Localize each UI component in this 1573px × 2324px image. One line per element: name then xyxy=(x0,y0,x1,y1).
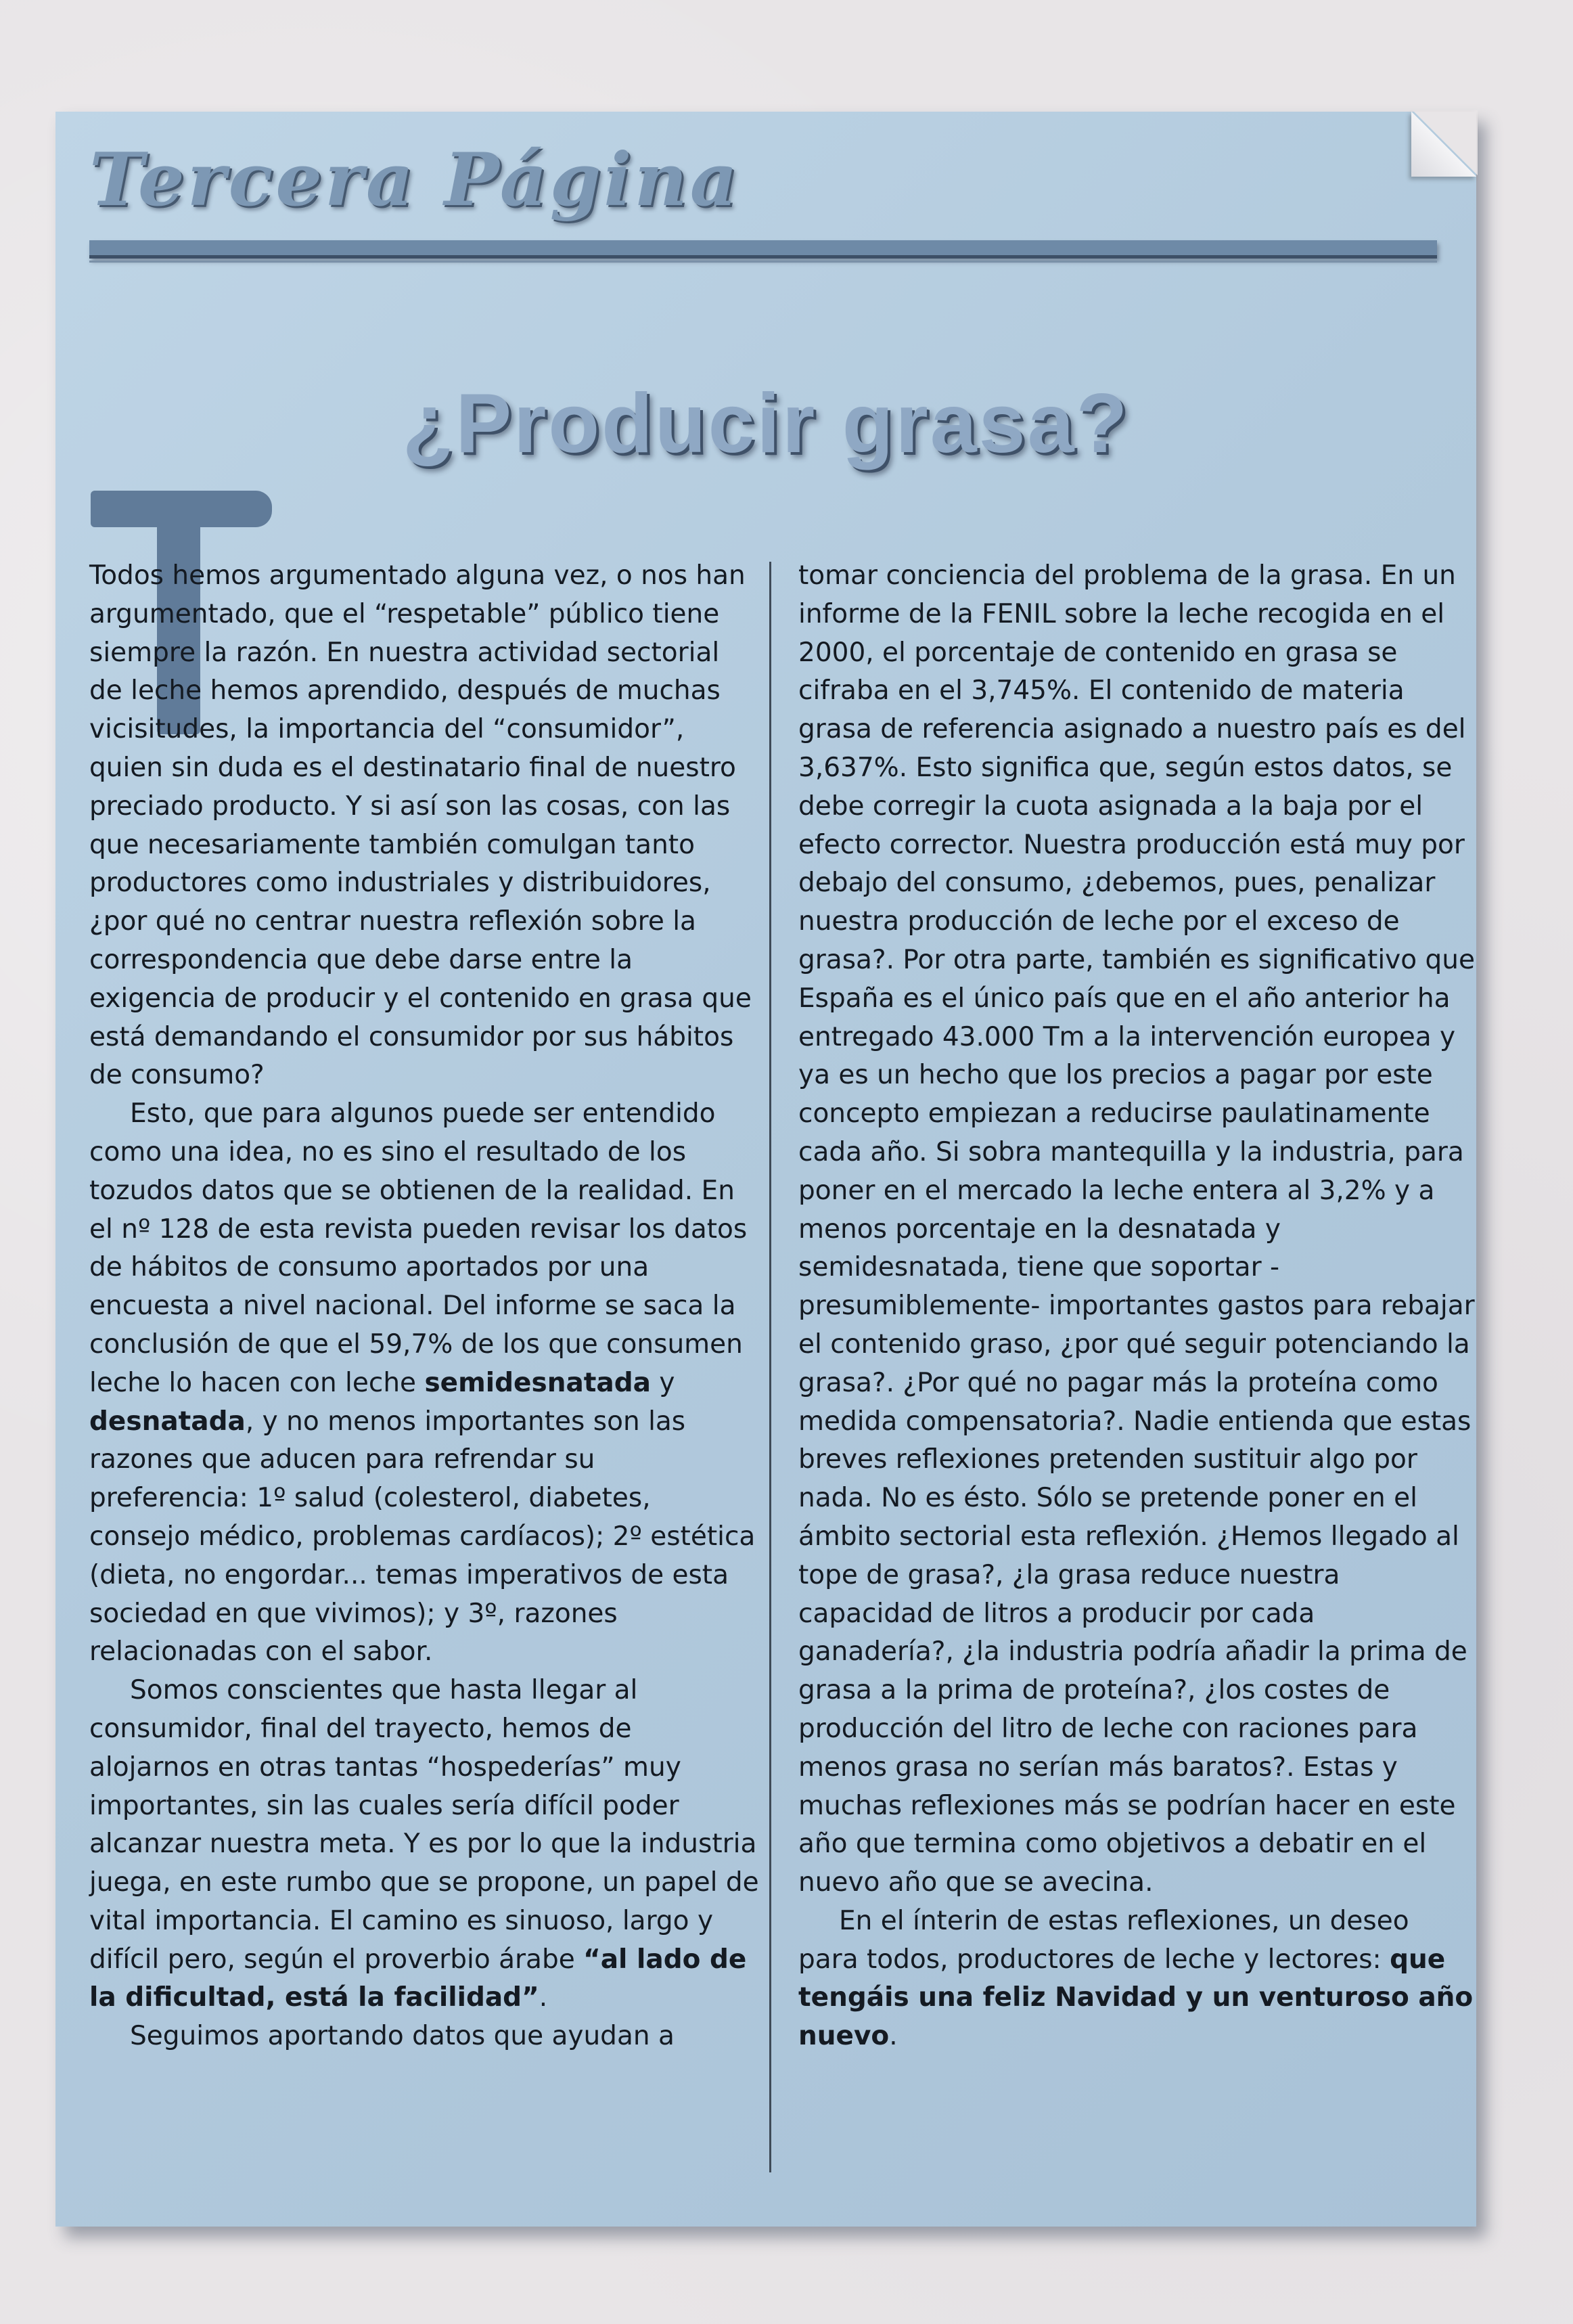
bold-text-run: desnatada xyxy=(89,1406,246,1437)
bold-text-run: “al lado de la dificultad, está la facilidad” xyxy=(89,1944,747,2013)
magazine-page xyxy=(55,112,1476,2227)
article-paragraph xyxy=(89,557,759,1095)
article-headline: ¿Producir grasa? xyxy=(402,377,1130,470)
article-paragraph xyxy=(798,557,1475,1902)
text-run: , y no menos importantes son las razones que aducen para refrendar su preferencia: 1º salud (colesterol, diabetes, consejo médico, problemas cardíacos); 2º estética (dieta, no engordar... temas imperativos de esta sociedad en que vivimos); y 3º, razones relacionadas con el sabor. xyxy=(89,1406,756,1668)
article-paragraph xyxy=(89,2017,759,2056)
text-run: . xyxy=(889,2021,898,2052)
text-run: Seguimos aportando datos que ayudan a xyxy=(130,2021,675,2052)
bold-text-run: que tengáis una feliz Navidad y un venturoso año nuevo xyxy=(798,1944,1474,2052)
section-rule xyxy=(89,240,1437,259)
text-run: Esto, que para algunos puede ser entendido como una idea, no es sino el resultado de los tozudos datos que se obtienen de la realidad. En el nº 128 de esta revista pueden revisar los datos de hábitos de consumo aportados por una encuesta a nivel nacional. Del informe se saca la conclusión de que el 59,7% de los que consumen leche lo hacen con leche xyxy=(89,1098,748,1398)
text-run: . xyxy=(539,1982,548,2013)
folded-corner xyxy=(1411,112,1476,177)
article-column-right xyxy=(798,557,1475,2056)
article-paragraph xyxy=(89,1095,759,1672)
text-run: Todos hemos argumentado alguna vez, o nos han argumentado, que el “respetable” público tiene siempre la razón. En nuestra actividad sectorial de leche hemos aprendido, después de muchas vicisitudes, la importancia del “consumidor”, quien sin duda es el destinatario final de nuestro preciado producto. Y si así son las cosas, con las que necesariamente también comulgan tanto productores como industriales y distribuidores, ¿por qué no centrar nuestra reflexión sobre la correspondencia que debe darse entre la exigencia de producir y el contenido en grasa que está demandando el consumidor por sus hábitos de consumo? xyxy=(89,560,752,1091)
column-divider xyxy=(769,562,771,2172)
bold-text-run: semidesnatada xyxy=(424,1367,651,1398)
text-run: Somos conscientes que hasta llegar al consumidor, final del trayecto, hemos de alojarnos en otras tantas “hospederías” muy importantes, sin las cuales sería difícil poder alcanzar nuestra meta. Y es por lo que la industria juega, en este rumbo que se propone, un papel de vital importancia. El camino es sinuoso, largo y difícil pero, según el proverbio árabe xyxy=(89,1675,759,1975)
text-run: y xyxy=(650,1367,675,1398)
article-column-left xyxy=(89,557,759,2056)
section-rule-underline xyxy=(89,261,1437,263)
article-paragraph xyxy=(89,1672,759,2017)
article-paragraph xyxy=(798,1902,1475,2056)
text-run: tomar conciencia del problema de la grasa. En un informe de la FENIL sobre la leche recogida en el 2000, el porcentaje de contenido en grasa se cifraba en el 3,745%. El contenido de materia grasa de referencia asignado a nuestro país es del 3,637%. Esto significa que, según estos datos, se debe corregir la cuota asignada a la baja por el efecto corrector. Nuestra producción está muy por debajo del consumo, ¿debemos, pues, penalizar nuestra producción de leche por el exceso de grasa?. Por otra parte, también es significativo que España es el único país que en el año anterior ha entregado 43.000 Tm a la intervención europea y ya es un hecho que los precios a pagar por este concepto empiezan a reducirse paulatinamente cada año. Si sobra mantequilla y la industria, para poner en el mercado la leche entera al 3,2% y a menos porcentaje en la desnatada y semidesnatada, tiene que soportar -presumiblemente- importantes gastos para rebajar el contenido graso, ¿por qué seguir potenciando la grasa?. ¿Por qué no pagar más la proteína como medida compensatoria?. Nadie entienda que estas breves reflexiones pretenden sustituir algo por nada. No es ésto. Sólo se pretende poner en el ámbito sectorial esta reflexión. ¿Hemos llegado al tope de grasa?, ¿la grasa reduce nuestra capacidad de litros a producir por cada ganadería?, ¿la industria podría añadir la prima de grasa a la prima de proteína?, ¿los costes de producción del litro de leche con raciones para menos grasa no serían más baratos?. Estas y muchas reflexiones más se podrían hacer en este año que termina como objetivos a debatir en el nuevo año que se avecina. xyxy=(798,560,1475,1898)
text-run: En el ínterin de estas reflexiones, un deseo para todos, productores de leche y lectores: xyxy=(798,1905,1409,1975)
section-title: Tercera Página xyxy=(89,137,740,223)
